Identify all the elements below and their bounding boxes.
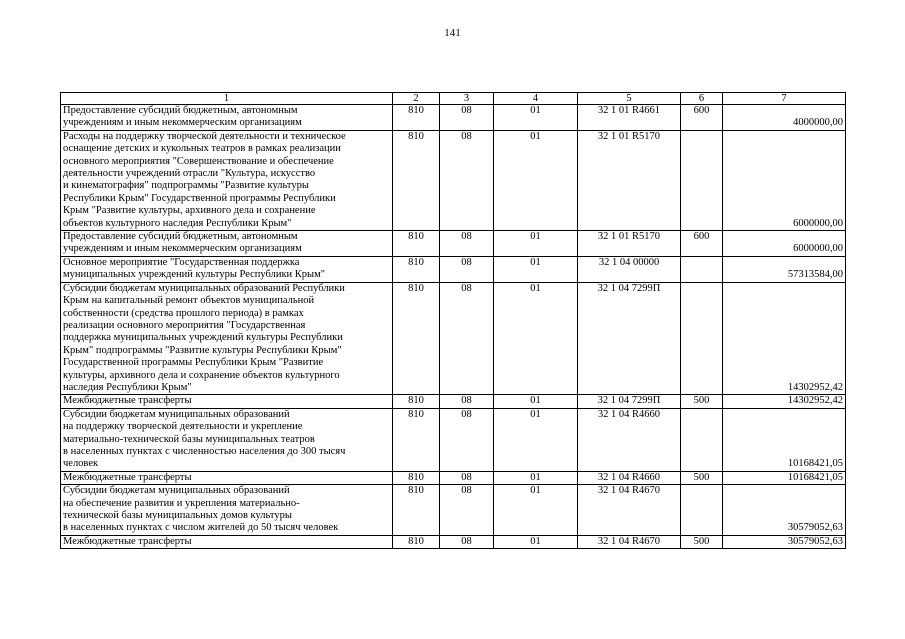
subsection-code: 01	[494, 130, 578, 230]
column-header-3: 3	[440, 93, 494, 105]
row-description	[61, 395, 393, 408]
row-description	[61, 231, 393, 257]
section-code: 08	[440, 408, 494, 471]
column-header-1: 1	[61, 93, 393, 105]
target-article-code: 32 1 01 R5170	[578, 130, 681, 230]
description-line: Республики Крым" Государственной программы Республики	[63, 192, 336, 204]
description-line: Предоставление субсидий бюджетным, автономным	[63, 105, 298, 116]
expense-type-code: 600	[681, 105, 723, 131]
description-line: Крым "Развитие культуры, архивного дела и сохранение	[63, 205, 316, 217]
amount: 10168421,05	[723, 408, 846, 471]
amount: 30579052,63	[723, 535, 846, 548]
subsection-code: 01	[494, 256, 578, 282]
row-description	[61, 256, 393, 282]
row-description	[61, 485, 393, 536]
subsection-code: 01	[494, 408, 578, 471]
description-line: деятельности учреждений отрасли "Культура, искусство	[63, 168, 316, 180]
description-line: оснащение детских и кукольных театров в рамках реализации	[63, 143, 341, 155]
expense-type-code: 500	[681, 395, 723, 408]
chapter-code: 810	[393, 130, 440, 230]
description-line: Расходы на поддержку творческой деятельности и техническое	[63, 130, 346, 142]
description-line: учреждениям и иным некоммерческим организациям	[63, 243, 302, 255]
expense-type-code	[681, 485, 723, 536]
expense-type-code	[681, 130, 723, 230]
description-line: технической базы муниципальных домов культуры	[63, 510, 292, 521]
section-code: 08	[440, 395, 494, 408]
expense-type-code	[681, 282, 723, 395]
description-line: основного мероприятия "Совершенствование и обеспечение	[63, 155, 334, 167]
chapter-code: 810	[393, 395, 440, 408]
section-code: 08	[440, 231, 494, 257]
table-row	[61, 408, 846, 471]
table-body	[61, 93, 846, 549]
description-line: Предоставление субсидий бюджетным, автономным	[63, 231, 298, 243]
description-line: Субсидии бюджетам муниципальных образований	[63, 485, 290, 497]
description-line: Межбюджетные трансферты	[63, 535, 192, 547]
section-code: 08	[440, 471, 494, 484]
subsection-code: 01	[494, 395, 578, 408]
table-row	[61, 130, 846, 230]
description-line: Субсидии бюджетам муниципальных образований	[63, 408, 290, 420]
section-code: 08	[440, 535, 494, 548]
description-line: собственности (средства прошлого периода) в рамках	[63, 307, 304, 319]
expense-type-code: 600	[681, 231, 723, 257]
description-line: на обеспечение развития и укрепления материально-	[63, 497, 300, 509]
table-row	[61, 485, 846, 536]
expense-type-code: 500	[681, 535, 723, 548]
description-line: наследия Республики Крым"	[63, 381, 192, 393]
subsection-code: 01	[494, 282, 578, 395]
description-line: учреждениям и иным некоммерческим организациям	[63, 117, 302, 129]
description-line: Государственной программы Республики Крым "Развитие	[63, 357, 324, 369]
section-code: 08	[440, 485, 494, 536]
row-description	[61, 471, 393, 484]
amount: 57313584,00	[723, 256, 846, 282]
budget-table	[60, 92, 846, 549]
chapter-code: 810	[393, 105, 440, 131]
table-row	[61, 105, 846, 131]
column-header-6: 6	[681, 93, 723, 105]
table-row	[61, 535, 846, 548]
description-line: материально-технической базы муниципальных театров	[63, 433, 315, 445]
table-row	[61, 256, 846, 282]
chapter-code: 810	[393, 485, 440, 536]
expense-type-code	[681, 256, 723, 282]
description-line: объектов культурного наследия Республики Крым"	[63, 217, 292, 229]
column-header-4: 4	[494, 93, 578, 105]
table-header-row	[61, 93, 846, 105]
column-header-5: 5	[578, 93, 681, 105]
amount: 6000000,00	[723, 231, 846, 257]
chapter-code: 810	[393, 231, 440, 257]
section-code: 08	[440, 256, 494, 282]
target-article-code: 32 1 04 R4670	[578, 485, 681, 536]
description-line: человек	[63, 458, 99, 470]
description-line: Субсидии бюджетам муниципальных образований Республики	[63, 282, 345, 294]
description-line: в населенных пунктах с числом жителей до 50 тысяч человек	[63, 522, 339, 534]
subsection-code: 01	[494, 471, 578, 484]
chapter-code: 810	[393, 256, 440, 282]
table-row	[61, 231, 846, 257]
section-code: 08	[440, 105, 494, 131]
chapter-code: 810	[393, 535, 440, 548]
subsection-code: 01	[494, 535, 578, 548]
section-code: 08	[440, 130, 494, 230]
description-line: муниципальных учреждений культуры Республики Крым"	[63, 269, 326, 281]
row-description	[61, 282, 393, 395]
row-description	[61, 130, 393, 230]
target-article-code: 32 1 04 00000	[578, 256, 681, 282]
subsection-code: 01	[494, 231, 578, 257]
target-article-code: 32 1 04 7299П	[578, 282, 681, 395]
description-line: Межбюджетные трансферты	[63, 395, 192, 407]
table-row	[61, 395, 846, 408]
target-article-code: 32 1 04 R4670	[578, 535, 681, 548]
column-header-7: 7	[723, 93, 846, 105]
description-line: Межбюджетные трансферты	[63, 471, 192, 483]
description-line: реализации основного мероприятия "Государственная	[63, 319, 306, 331]
table-row	[61, 282, 846, 395]
amount: 30579052,63	[723, 485, 846, 536]
description-line: Крым на капитальный ремонт объектов муниципальной	[63, 295, 315, 307]
page-number: 141	[444, 27, 461, 39]
row-description	[61, 535, 393, 548]
target-article-code: 32 1 04 7299П	[578, 395, 681, 408]
target-article-code: 32 1 04 R4660	[578, 408, 681, 471]
row-description	[61, 105, 393, 131]
chapter-code: 810	[393, 408, 440, 471]
chapter-code: 810	[393, 471, 440, 484]
description-line: в населенных пунктах с численностью населения до 300 тысяч	[63, 445, 346, 457]
description-line: и кинематография" подпрограммы "Развитие культуры	[63, 180, 309, 192]
amount: 14302952,42	[723, 395, 846, 408]
description-line: Основное мероприятие "Государственная поддержка	[63, 256, 300, 268]
description-line: Крым" подпрограммы "Развитие культуры Республики Крым"	[63, 344, 342, 356]
target-article-code: 32 1 01 R4661	[578, 105, 681, 131]
target-article-code: 32 1 01 R5170	[578, 231, 681, 257]
amount: 14302952,42	[723, 282, 846, 395]
description-line: на поддержку творческой деятельности и укрепление	[63, 421, 303, 433]
expense-type-code	[681, 408, 723, 471]
description-line: поддержка муниципальных учреждений культуры Республики	[63, 332, 343, 344]
amount: 6000000,00	[723, 130, 846, 230]
row-description	[61, 408, 393, 471]
table-row	[61, 471, 846, 484]
chapter-code: 810	[393, 282, 440, 395]
description-line: культуры, архивного дела и сохранение объектов культурного	[63, 369, 340, 381]
section-code: 08	[440, 282, 494, 395]
subsection-code: 01	[494, 485, 578, 536]
amount: 10168421,05	[723, 471, 846, 484]
amount: 4000000,00	[723, 105, 846, 131]
subsection-code: 01	[494, 105, 578, 131]
column-header-2: 2	[393, 93, 440, 105]
expense-type-code: 500	[681, 471, 723, 484]
target-article-code: 32 1 04 R4660	[578, 471, 681, 484]
